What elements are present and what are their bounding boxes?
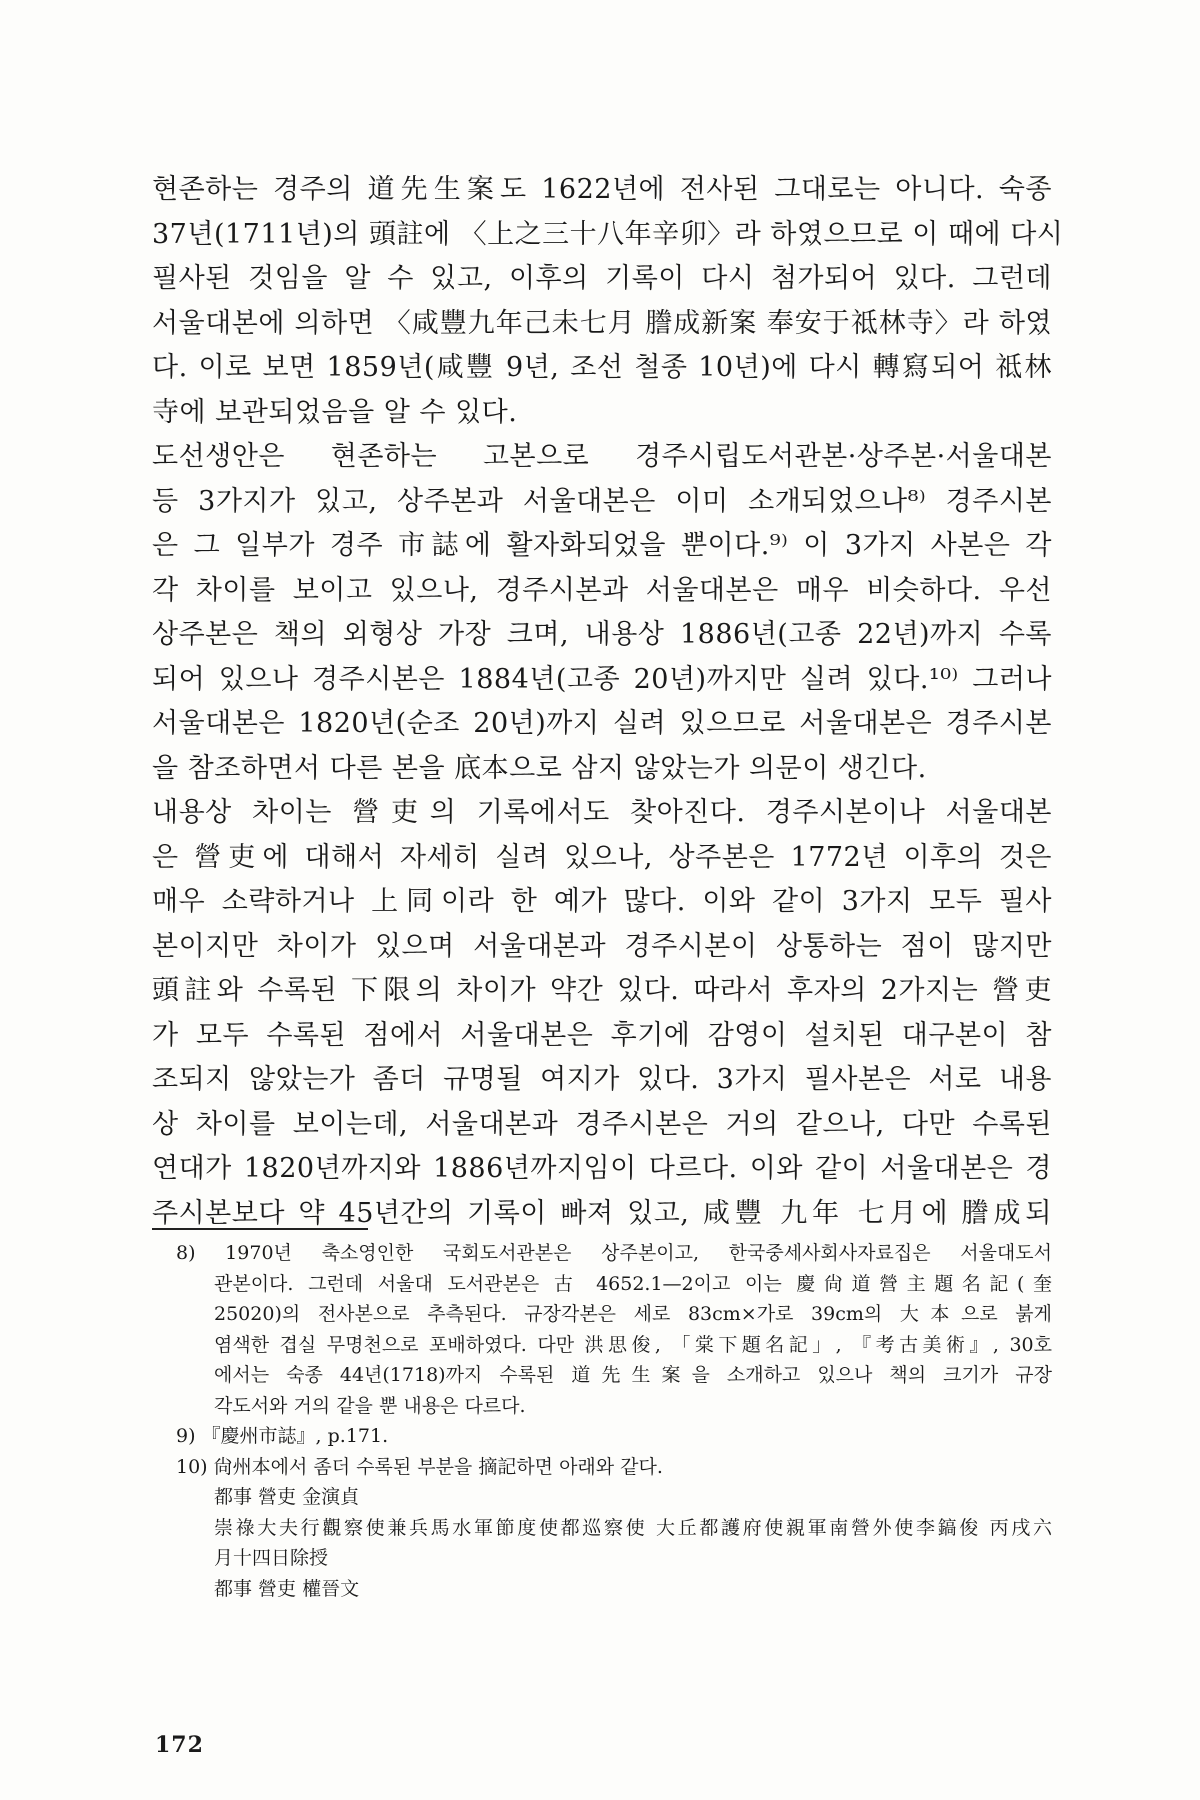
text-line: 필사된 것임을 알 수 있고, 이후의 기록이 다시 첨가되어 있다. 그런데 — [152, 263, 1052, 294]
text-line: 은 그 일부가 경주 市誌에 활자화되었을 뿐이다.⁹⁾ 이 3가지 사본은 각 — [152, 530, 1052, 561]
footnote-line: 염색한 겹실 무명천으로 포배하였다. 다만 洪思俊, 「棠下題名記」, 『考古美術』, 30호 — [214, 1333, 1052, 1356]
text-line: 도선생안은 현존하는 고본으로 경주시립도서관본·상주본·서울대본 — [152, 441, 1052, 472]
text-line: 서울대본에 의하면 〈咸豐九年己未七月 謄成新案 奉安于祗林寺〉라 하였 — [152, 307, 1052, 339]
footnote-line: 崇祿大夫行觀察使兼兵馬水軍節度使都巡察使 大丘都護府使親軍南營外使李鎬俊 丙戌六 — [214, 1516, 1052, 1539]
page-number: 172 — [155, 1732, 204, 1758]
text-line: 은 營吏에 대해서 자세히 실려 있으나, 상주본은 1772년 이후의 것은 — [152, 841, 1052, 873]
text-line: 되어 있으나 경주시본은 1884년(고종 20년)까지만 실려 있다.¹⁰⁾ 그러나 — [152, 663, 1052, 695]
text-line: 연대가 1820년까지와 1886년까지임이 다르다. 이와 같이 서울대본은 경 — [152, 1153, 1052, 1184]
text-line: 상주본은 책의 외형상 가장 크며, 내용상 1886년(고종 22년)까지 수록 — [152, 619, 1052, 650]
text-line: 각 차이를 보이고 있으나, 경주시본과 서울대본은 매우 비슷하다. 우선 — [152, 574, 1052, 606]
footnote-line: 9) 『慶州市誌』, p.171. — [176, 1425, 389, 1447]
text-line: 매우 소략하거나 上同이라 한 예가 많다. 이와 같이 3가지 모두 필사 — [152, 886, 1052, 917]
footnote-line: 에서는 숙종 44년(1718)까지 수록된 道先生案을 소개하고 있으나 책의 크기가 규장 — [214, 1364, 1052, 1386]
text-line: 현존하는 경주의 道先生案도 1622년에 전사된 그대로는 아니다. 숙종 — [152, 174, 1052, 205]
footnote-line: 8) 1970년 축소영인한 국회도서관본은 상주본이고, 한국중세사회사자료집은 서울대도서 — [176, 1242, 1052, 1264]
text-line: 본이지만 차이가 있으며 서울대본과 경주시본이 상통하는 점이 많지만 — [152, 930, 1052, 962]
text-line: 가 모두 수록된 점에서 서울대본은 후기에 감영이 설치된 대구본이 참 — [152, 1019, 1052, 1051]
text-line: 조되지 않았는가 좀더 규명될 여지가 있다. 3가지 필사본은 서로 내용 — [152, 1064, 1052, 1095]
text-line: 頭註와 수록된 下限의 차이가 약간 있다. 따라서 후자의 2가지는 營吏 — [152, 975, 1052, 1006]
paragraph — [152, 435, 1052, 791]
text-line: 寺에 보관되었음을 알 수 있다. — [152, 396, 518, 428]
footnotes — [176, 1238, 1052, 1604]
text-line: 등 3가지가 있고, 상주본과 서울대본은 이미 소개되었으나⁸⁾ 경주시본 — [152, 485, 1052, 517]
footnote-line: 각도서와 거의 같을 뿐 내용은 다르다. — [214, 1394, 526, 1417]
footnote-9 — [176, 1421, 1052, 1452]
text-line: 상 차이를 보이는데, 서울대본과 경주시본은 거의 같으나, 다만 수록된 — [152, 1108, 1052, 1140]
paragraph — [152, 168, 1064, 435]
paragraph — [152, 791, 1052, 1236]
text-line: 서울대본은 1820년(순조 20년)까지 실려 있으므로 서울대본은 경주시본 — [152, 708, 1052, 739]
footnote-divider — [152, 1228, 368, 1230]
text-line: 주시본보다 약 45년간의 기록이 빠져 있고, 咸豐 九年 七月에 謄成되 — [152, 1197, 1052, 1229]
body-text — [152, 168, 1064, 1236]
footnote-line: 月十四日除授 — [214, 1547, 329, 1569]
footnote-10 — [176, 1452, 1052, 1605]
footnote-line: 관본이다. 그런데 서울대 도서관본은 古 4652.1—2이고 이는 慶尙道營主題名記(奎 — [214, 1272, 1052, 1295]
text-line: 37년(1711년)의 頭註에 〈上之三十八年辛卯〉라 하였으므로 이 때에 다시 — [152, 218, 1064, 250]
text-line: 을 참조하면서 다른 본을 底本으로 삼지 않았는가 의문이 생긴다. — [152, 752, 927, 784]
footnote-line: 都事 營吏 金演貞 — [214, 1486, 360, 1508]
footnote-line: 10) 尙州本에서 좀더 수록된 부분을 摘記하면 아래와 같다. — [176, 1455, 663, 1478]
text-line: 다. 이로 보면 1859년(咸豐 9년, 조선 철종 10년)에 다시 轉寫되어 祗林 — [152, 352, 1052, 383]
footnote-line: 25020)의 전사본으로 추측된다. 규장각본은 세로 83cm×가로 39cm의 大本으로 붉게 — [214, 1303, 1052, 1325]
footnote-line: 都事 營吏 權晉文 — [214, 1577, 360, 1600]
footnote-8 — [176, 1238, 1052, 1421]
text-line: 내용상 차이는 營吏의 기록에서도 찾아진다. 경주시본이나 서울대본 — [152, 797, 1052, 828]
